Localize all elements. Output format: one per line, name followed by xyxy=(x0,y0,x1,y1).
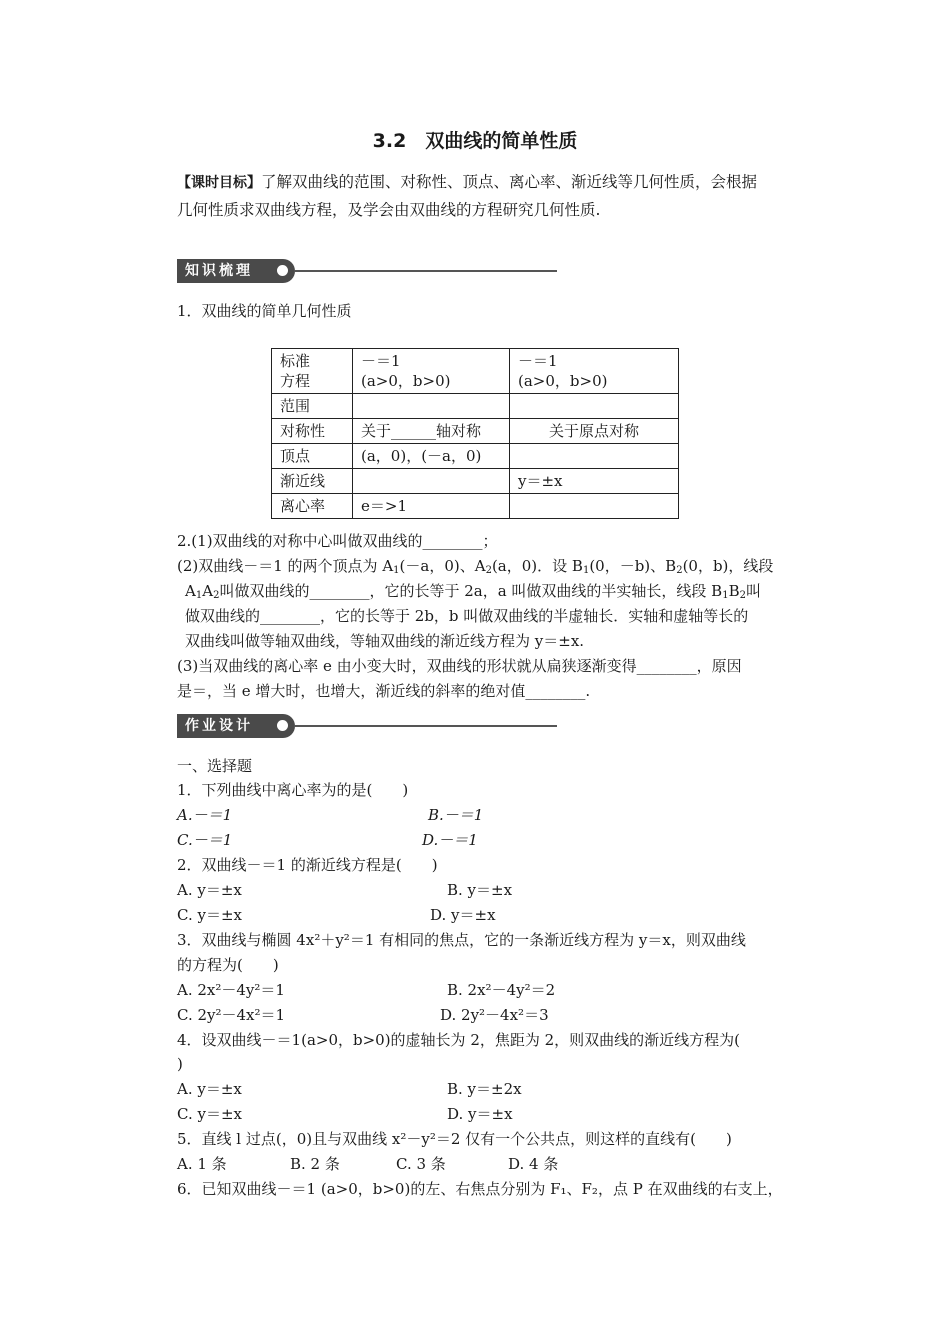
banner-text: 知识梳理 xyxy=(185,263,253,279)
text: 叫做双曲线的________，它的长等于 2a，a 叫做双曲线的半实轴长，线段 B xyxy=(219,582,723,600)
text: (0，－b)、B xyxy=(589,557,677,575)
para-2-line-4: 做双曲线的________，它的长等于 2b，b 叫做双曲线的半虚轴长．实轴和虚轴等长的 xyxy=(185,607,749,625)
question-4-option-a: A. y＝±x xyxy=(177,1080,242,1098)
question-3-option-c: C. 2y²－4x²＝1 xyxy=(177,1006,286,1024)
subscript: 2 xyxy=(676,565,683,576)
objective-line-1 xyxy=(177,172,757,193)
text: (－a，0)、A xyxy=(399,557,486,575)
text: B xyxy=(728,582,740,600)
circle-icon xyxy=(277,720,288,731)
table-cell: y＝±x xyxy=(510,469,679,494)
table-cell: e＝>1 xyxy=(353,494,510,519)
text: (0，b)，线段 xyxy=(682,557,774,575)
question-6-stem: 6．已知双曲线－＝1 (a>0，b>0)的左、右焦点分别为 F₁、F₂，点 P 在双曲线的右支上， xyxy=(177,1180,783,1198)
table-cell: (a，0)，(－a，0) xyxy=(353,444,510,469)
question-3-option-d: D. 2y²－4x²＝3 xyxy=(440,1006,549,1024)
question-2-option-d: D. y＝±x xyxy=(430,906,496,924)
question-1-stem: 1．下列曲线中离心率为的是( ) xyxy=(177,781,409,799)
question-3-option-a: A. 2x²－4y²＝1 xyxy=(177,981,285,999)
text: (2)双曲线－＝1 的两个顶点为 A xyxy=(177,557,394,575)
question-3-stem-1: 3．双曲线与椭圆 4x²＋y²＝1 有相同的焦点，它的一条渐近线方程为 y＝x，则双曲线 xyxy=(177,931,746,949)
section-banner-homework xyxy=(177,714,557,740)
subscript: 1 xyxy=(582,565,590,576)
table-cell xyxy=(510,444,679,469)
subscript: 1 xyxy=(195,590,203,601)
question-4-stem-1: 4．设双曲线－＝1(a>0，b>0)的虚轴长为 2，焦距为 2，则双曲线的渐近线方程为( xyxy=(177,1031,741,1049)
divider xyxy=(295,725,557,727)
table-cell: 渐近线 xyxy=(272,469,353,494)
cell-text: 标准 xyxy=(280,352,311,370)
cell-text: (a>0，b>0) xyxy=(361,372,451,390)
question-1-option-b: B.－＝1 xyxy=(428,806,484,824)
objective-label: 【课时目标】 xyxy=(177,175,261,191)
cell-text: (a>0，b>0) xyxy=(518,372,608,390)
cell-text: 方程 xyxy=(280,372,311,390)
cell-text: －＝1 xyxy=(518,352,558,370)
objective-text-1: 了解双曲线的范围、对称性、顶点、离心率、渐近线等几何性质，会根据 xyxy=(261,173,758,191)
table-row xyxy=(272,419,679,444)
table-cell xyxy=(510,349,679,394)
question-2-option-b: B. y＝±x xyxy=(447,881,513,899)
section-banner-knowledge xyxy=(177,259,557,285)
subscript: 1 xyxy=(722,590,729,601)
cell-text: －＝1 xyxy=(361,352,401,370)
table-row xyxy=(272,494,679,519)
table-row xyxy=(272,394,679,419)
table-row xyxy=(272,444,679,469)
table-row xyxy=(272,469,679,494)
subscript: 2 xyxy=(739,590,746,601)
properties-table xyxy=(271,348,679,519)
question-4-option-c: C. y＝±x xyxy=(177,1105,242,1123)
question-3-option-b: B. 2x²－4y²＝2 xyxy=(447,981,556,999)
question-4-option-d: D. y＝±x xyxy=(447,1105,513,1123)
question-4-option-b: B. y＝±2x xyxy=(447,1080,522,1098)
para-2-line-7: 是＝，当 e 增大时，也增大，渐近线的斜率的绝对值________. xyxy=(177,682,591,700)
page-title: 3.2 双曲线的简单性质 xyxy=(372,130,578,152)
question-1-option-a: A.－＝1 xyxy=(177,806,233,824)
para-2-line-3 xyxy=(185,581,761,606)
objective-line-2: 几何性质求双曲线方程，及学会由双曲线的方程研究几何性质. xyxy=(177,201,601,219)
para-2-line-6: (3)当双曲线的离心率 e 由小变大时，双曲线的形状就从扁狭逐渐变得________，原因 xyxy=(177,657,742,675)
question-4-stem-2: ) xyxy=(177,1055,183,1073)
table-cell xyxy=(353,469,510,494)
question-2-stem: 2．双曲线－＝1 的渐近线方程是( ) xyxy=(177,856,438,874)
para-2-line-2 xyxy=(177,556,773,581)
question-5-stem: 5．直线 l 过点(，0)且与双曲线 x²－y²＝2 仅有一个公共点，则这样的直线有( ) xyxy=(177,1130,732,1148)
subscript: 2 xyxy=(213,590,220,601)
subscript: 1 xyxy=(393,565,400,576)
table-cell xyxy=(272,349,353,394)
table-cell: 顶点 xyxy=(272,444,353,469)
para-2-line-1: 2.(1)双曲线的对称中心叫做双曲线的________； xyxy=(177,532,498,550)
table-cell: 关于______轴对称 xyxy=(353,419,510,444)
text: A xyxy=(185,582,196,600)
question-1-option-d: D.－＝1 xyxy=(422,831,478,849)
question-5-option-c: C. 3 条 xyxy=(396,1155,446,1173)
table-cell xyxy=(353,349,510,394)
text: (a，0)．设 B xyxy=(491,557,583,575)
banner-text: 作业设计 xyxy=(185,718,253,734)
question-3-stem-2: 的方程为( ) xyxy=(177,956,279,974)
table-cell: 对称性 xyxy=(272,419,353,444)
table-cell xyxy=(353,394,510,419)
table-row xyxy=(272,349,679,394)
question-5-option-a: A. 1 条 xyxy=(177,1155,227,1173)
question-5-option-d: D. 4 条 xyxy=(508,1155,559,1173)
question-2-option-c: C. y＝±x xyxy=(177,906,242,924)
exercises-heading: 一、选择题 xyxy=(177,757,253,775)
table-cell: 离心率 xyxy=(272,494,353,519)
para-2-line-5: 双曲线叫做等轴双曲线，等轴双曲线的渐近线方程为 y＝±x. xyxy=(185,632,585,650)
table-cell: 关于原点对称 xyxy=(510,419,679,444)
divider xyxy=(295,270,557,272)
text: A xyxy=(202,582,214,600)
subscript: 2 xyxy=(485,565,492,576)
section-1-heading: 1．双曲线的简单几何性质 xyxy=(177,302,352,320)
table-cell: 范围 xyxy=(272,394,353,419)
circle-icon xyxy=(277,265,288,276)
question-2-option-a: A. y＝±x xyxy=(177,881,242,899)
question-5-option-b: B. 2 条 xyxy=(290,1155,340,1173)
table-cell xyxy=(510,394,679,419)
table-cell xyxy=(510,494,679,519)
text: 叫 xyxy=(745,582,761,600)
question-1-option-c: C.－＝1 xyxy=(177,831,233,849)
